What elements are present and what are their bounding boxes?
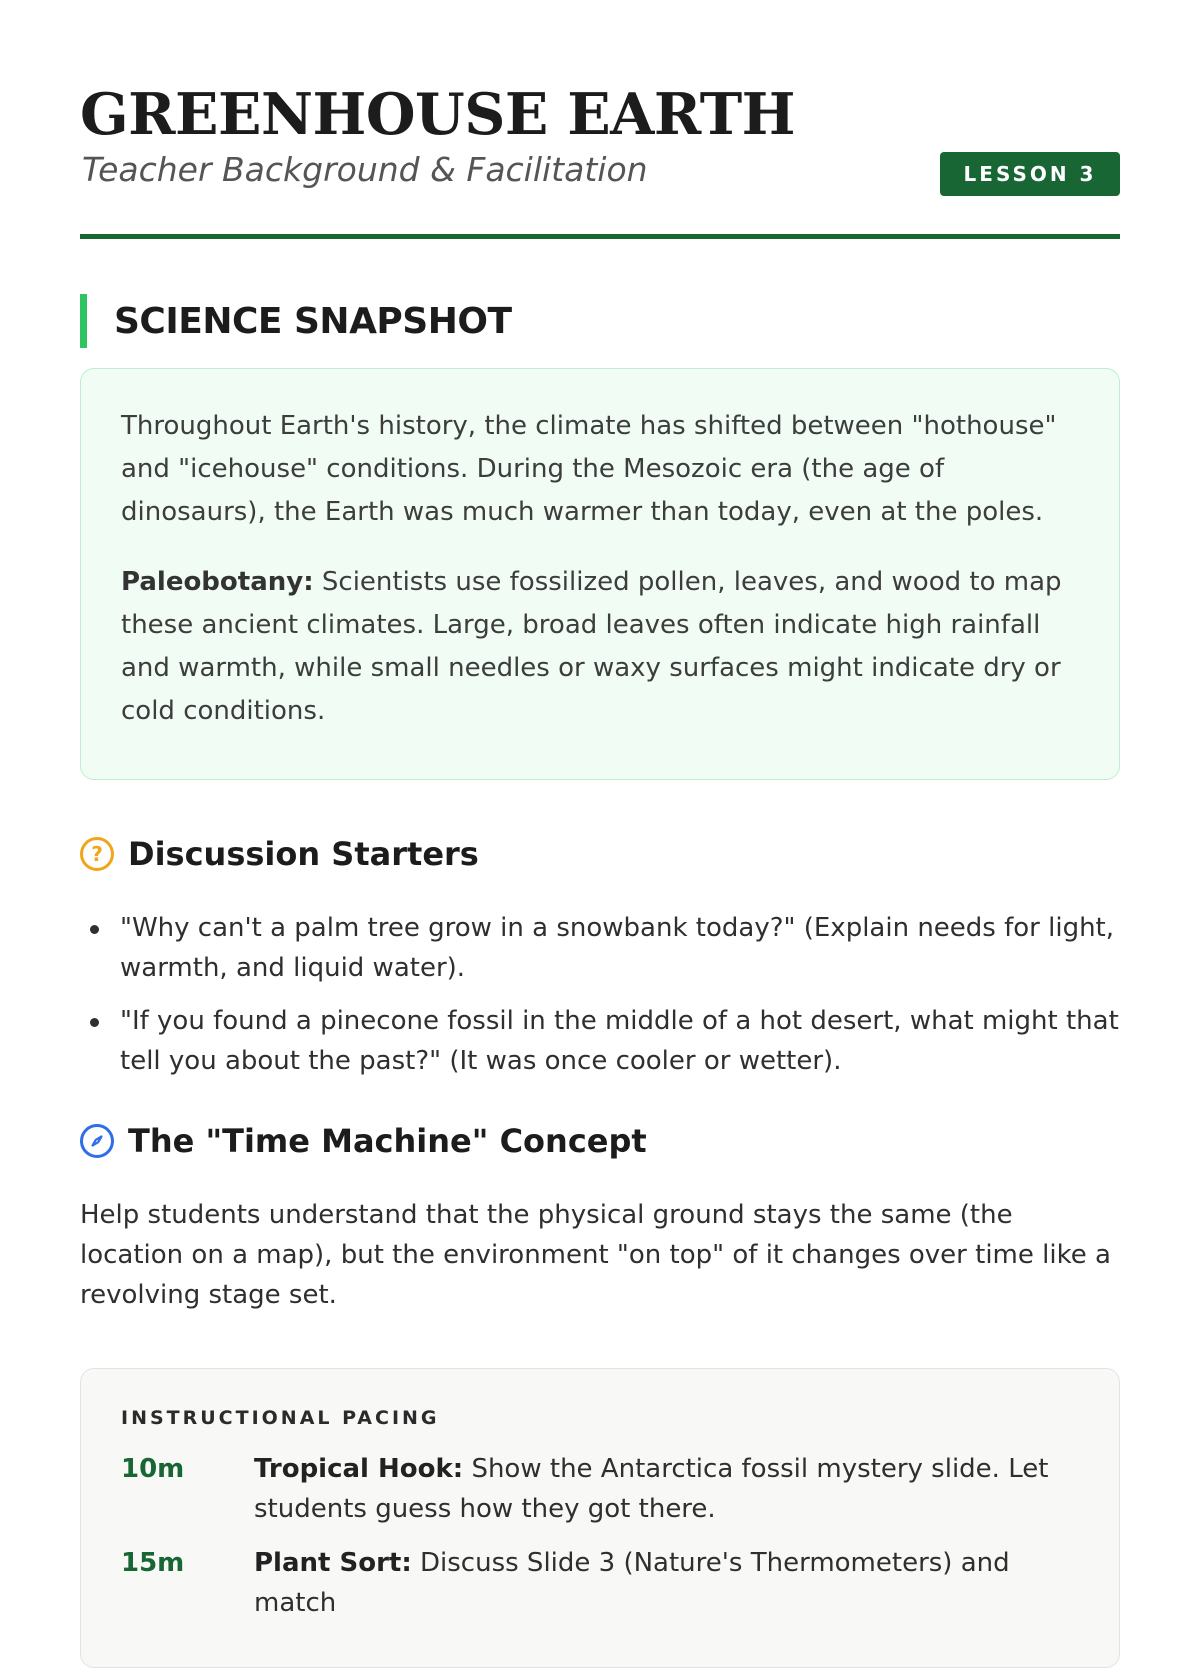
instructional-pacing-box (80, 1368, 1120, 1668)
discussion-starters-heading (80, 835, 479, 873)
pacing-description (254, 1543, 1079, 1623)
paleobotany-text: Scientists use fossilized pollen, leaves, and wood to map these ancient climates. Large, broad leaves often indicate high rainfall and warmth, while small needles or waxy surfaces might indicate dry or cold conditions. (121, 567, 1062, 726)
pacing-time: 15m (121, 1548, 185, 1578)
paleobotany-paragraph (121, 561, 1079, 733)
pacing-activity-title: Plant Sort: (254, 1548, 412, 1578)
header-divider (80, 234, 1120, 239)
pacing-activity-title: Tropical Hook: (254, 1454, 464, 1484)
section-title: SCIENCE SNAPSHOT (114, 300, 512, 342)
compass-needle-icon (87, 1131, 107, 1151)
question-circle-icon: ? (80, 837, 114, 871)
discussion-list (80, 908, 1120, 1094)
compass-icon (80, 1124, 114, 1158)
pacing-activity-text: Discuss Slide 3 (Nature's Thermometers) and match (254, 1548, 1010, 1618)
snapshot-paragraph: Throughout Earth's history, the climate has shifted between "hothouse" and "icehouse" conditions. During the Mesozoic era (the age of dinosaurs), the Earth was much warmer than today, even at the poles. (121, 411, 1057, 527)
lesson-badge: LESSON 3 (940, 152, 1120, 196)
concept-title: The "Time Machine" Concept (128, 1122, 647, 1160)
pacing-row (121, 1543, 1079, 1623)
pacing-activity-text: Show the Antarctica fossil mystery slide. Let students guess how they got there. (254, 1454, 1049, 1524)
science-snapshot-heading (80, 294, 512, 348)
page-title: GREENHOUSE EARTH (80, 81, 796, 148)
pacing-time: 10m (121, 1454, 185, 1484)
header (80, 80, 1120, 189)
paleobotany-label: Paleobotany: (121, 567, 314, 597)
concept-text: Help students understand that the physical ground stays the same (the location on a map), but the environment "on top" of it changes over time like a revolving stage set. (80, 1200, 1111, 1310)
pacing-description (254, 1449, 1079, 1529)
pacing-label: INSTRUCTIONAL PACING (121, 1407, 440, 1429)
page-subtitle: Teacher Background & Facilitation (82, 150, 648, 189)
time-machine-heading (80, 1122, 647, 1160)
pacing-row (121, 1449, 1079, 1529)
science-snapshot-box (80, 368, 1120, 780)
list-item: "Why can't a palm tree grow in a snowbank today?" (Explain needs for light, warmth, and liquid water). (80, 908, 1120, 988)
list-item: "If you found a pinecone fossil in the middle of a hot desert, what might that tell you about the past?" (It was once cooler or wetter). (80, 1001, 1120, 1081)
discussion-title: Discussion Starters (128, 835, 479, 873)
